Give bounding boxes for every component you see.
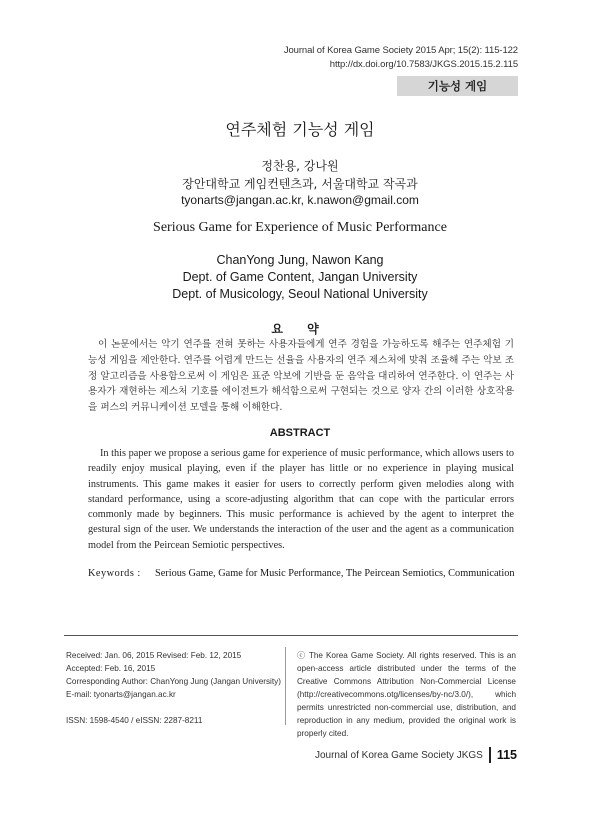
issn: ISSN: 1598-4540 / eISSN: 2287-8211 — [66, 716, 203, 725]
article-history — [66, 649, 281, 727]
korean-abstract-heading: 요 약 — [271, 322, 329, 336]
korean-abstract-body: 이 논문에서는 악기 연주를 전혀 못하는 사용자들에게 연주 경험을 가능하도록 해주는 연주체험 기능성 게임을 제안한다. 연주를 어렵게 만드는 선율을 사용자의 연주 제스처에 맞춰 조율해 주는 악보 조정 알고리즘을 사용함으로써 이 게임은 표준 악보에 기반을 둔 음악을 대리하여 연주한다. 이 연주는 사용자가 재현하는 제스처 기호를 에이전트가 해석함으로써 구현되는 것으로 양자 간의 이러한 상호작용을 퍼스의 커뮤니케이션 모델을 통해 이해한다. — [88, 339, 514, 414]
footnote-column-divider — [285, 647, 286, 725]
english-affiliation-1: Dept. of Game Content, Jangan University — [182, 270, 418, 284]
korean-affiliations: 장안대학교 게임컨텐츠과, 서울대학교 작곡과 — [182, 177, 418, 191]
corresponding-email: E-mail: tyonarts@jangan.ac.kr — [66, 690, 176, 699]
korean-title: 연주체험 기능성 게임 — [225, 120, 375, 139]
journal-header — [284, 44, 518, 72]
english-affiliation-2: Dept. of Musicology, Seoul National University — [172, 287, 428, 301]
english-title: Serious Game for Experience of Music Performance — [153, 220, 447, 235]
english-abstract-body: In this paper we propose a serious game for experience of music performance, which allows users to readily enjoy musical playing, even if the player has little or no experience in playing musical instruments. This game makes it easier for users to correctly perform given melodies along with standard performance, using a score-adjusting algorithm that can cope with the particular errors commonly made by beginners. This music performance is achieved by the agent to interpret the gestural sign of the user. We understands the interaction of the user and the agent as a communication model from the Peircean Semiotic perspectives. — [88, 448, 514, 551]
corresponding-author: Corresponding Author: ChanYong Jung (Jangan University) — [66, 677, 281, 686]
license-notice: ⓒ The Korea Game Society. All rights reserved. This is an open-access article distributed under the terms of the Creative Commons Attribution Non-Commercial License (http://creativecommons.otg/licenses/by-nc/3.0/), which permits unrestricted non-commercial use, distribution, and reproduction in any medium, provided the original work is properly cited. — [297, 651, 516, 738]
author-emails: tyonarts@jangan.ac.kr, k.nawon@gmail.com — [181, 193, 419, 207]
page-footer — [315, 747, 517, 763]
footer-journal-name: Journal of Korea Game Society JKGS — [314, 749, 483, 761]
page-number: 115 — [496, 748, 517, 762]
footer-separator — [489, 747, 491, 763]
journal-citation: Journal of Korea Game Society 2015 Apr; 15(2): 115-122 — [283, 45, 518, 56]
keywords-label: Keywords : — [88, 568, 141, 579]
footnote-divider — [64, 635, 518, 636]
english-authors: ChanYong Jung, Nawon Kang — [216, 253, 384, 267]
korean-authors: 정찬용, 강나원 — [261, 159, 339, 173]
keywords-values: Serious Game, Game for Music Performance, The Peircean Semiotics, Communication — [155, 568, 515, 579]
received-revised: Received: Jan. 06, 2015 Revised: Feb. 12, 2015 — [66, 651, 242, 660]
accepted-date: Accepted: Feb. 16, 2015 — [66, 664, 156, 673]
english-author-block — [0, 252, 600, 303]
english-abstract-heading: ABSTRACT — [269, 427, 331, 439]
category-badge: 기능성 게임 — [397, 76, 518, 96]
journal-doi: http://dx.doi.org/10.7583/JKGS.2015.15.2.115 — [329, 59, 518, 70]
